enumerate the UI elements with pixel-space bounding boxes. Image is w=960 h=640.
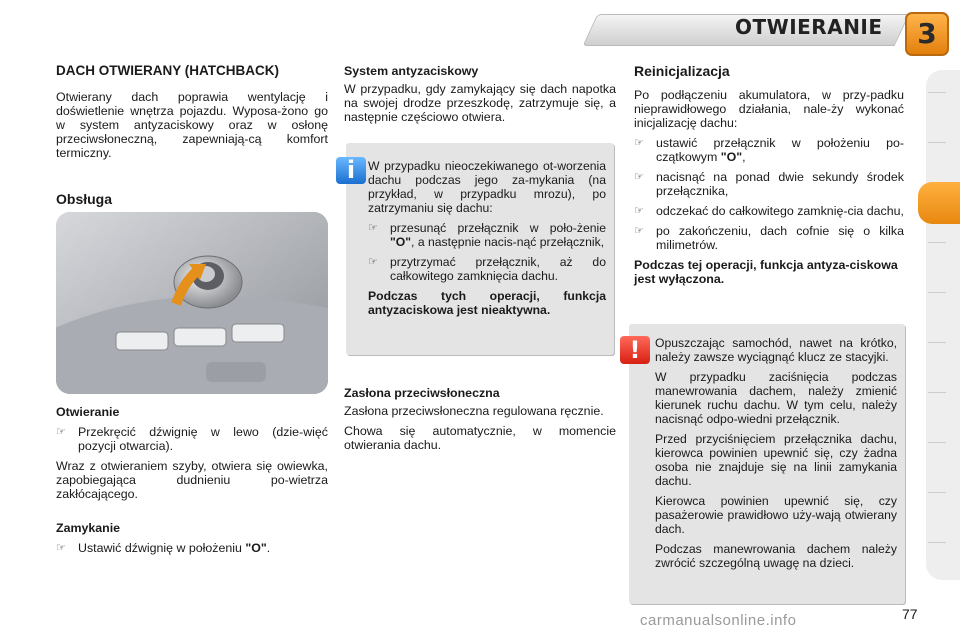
hand-pointer-icon: ☞ (56, 542, 66, 554)
warning-icon: ! (620, 336, 650, 364)
sunshade-paragraph: Chowa się automatycznie, w momencie otwierania dachu. (344, 424, 616, 452)
rail-tick (928, 292, 946, 293)
list-item: ☞ nacisnąć na ponad dwie sekundy środek przełącznika, (634, 170, 904, 198)
info-icon: i (336, 157, 366, 184)
info-bold-note: Podczas tych operacji, funkcja antyzaciskowa jest nieaktywna. (368, 289, 606, 317)
rail-tick (928, 142, 946, 143)
rail-tick (928, 92, 946, 93)
watermark: carmanualsonline.info (640, 612, 797, 629)
sunshade-title: Zasłona przeciwsłoneczna (344, 386, 500, 400)
opening-paragraph: Wraz z otwieraniem szyby, otwiera się owiewka, zapobiegająca dudnieniu po-wietrza zakłócającego. (56, 459, 328, 501)
list-item: ☞ ustawić przełącznik w położeniu po-czątkowym "O", (634, 136, 904, 164)
roof-panel-illustration (56, 212, 328, 394)
reinit-paragraph: Po podłączeniu akumulatora, w przy-padku nieprawidłowego działania, nale-ży wykonać inicjalizację dachu: (634, 88, 904, 130)
subsection-heading: Obsługa (56, 191, 113, 207)
opening-title: Otwieranie (56, 405, 120, 419)
list-item: ☞ Ustawić dźwignię w położeniu "O". (56, 541, 271, 555)
hand-pointer-icon: ☞ (634, 205, 644, 217)
rail-tick (928, 392, 946, 393)
chapter-tab-active[interactable] (918, 182, 960, 224)
rail-tick (928, 242, 946, 243)
rail-tick (928, 442, 946, 443)
warning-paragraph: W przypadku zaciśnięcia podczas manewrowania dachem, należy zmienić kierunek ruchu dachu. W tym celu, należy nacisnąć odpo-wiedni przełącznik. (655, 370, 897, 426)
list-item: ☞ przesunąć przełącznik w poło-żenie "O", a następnie nacis-nąć przełącznik, (368, 221, 606, 249)
reinit-heading: Reinicjalizacja (634, 63, 730, 79)
reinit-bold-note: Podczas tej operacji, funkcja antyza-ciskowa jest wyłączona. (634, 258, 898, 286)
hand-pointer-icon: ☞ (634, 225, 644, 237)
middle-column-lower (344, 386, 616, 458)
warning-paragraph: Podczas manewrowania dachem należy zwrócić szczególną uwagę na dzieci. (655, 542, 897, 570)
list-item: ☞ Przekręcić dźwignię w lewo (dzie-więć pozycji otwarcia). (56, 425, 328, 453)
chapter-header (560, 0, 960, 52)
hand-pointer-icon: ☞ (634, 171, 644, 183)
info-paragraph: W przypadku nieoczekiwanego ot-worzenia dachu podczas jego za-mykania (na przykład, w przypadku mrozu), po zatrzymaniu się dachu: (368, 159, 606, 215)
hand-pointer-icon: ☞ (56, 426, 66, 438)
warning-paragraph: Przed przyciśnięciem przełącznika dachu, kierowca powinien upewnić się, czy żadna osoba nie znajduje się na linii zamykania dachu. (655, 432, 897, 488)
section-heading: DACH OTWIERANY (HATCHBACK) (56, 63, 279, 78)
closing-title: Zamykanie (56, 521, 121, 535)
rail-tick (928, 542, 946, 543)
right-column (634, 64, 904, 286)
list-item: ☞ po zakończeniu, dach cofnie się o kilka milimetrów. (634, 224, 904, 252)
left-column (56, 64, 328, 206)
chapter-title: OTWIERANIE (735, 15, 883, 39)
hand-pointer-icon: ☞ (368, 256, 378, 268)
info-box (346, 143, 614, 355)
chapter-number-badge: 3 (905, 12, 949, 56)
chapter-tab-rail (926, 70, 960, 580)
list-item: ☞ przytrzymać przełącznik, aż do całkowitego zamknięcia dachu. (368, 255, 606, 283)
list-item: ☞ odczekać do całkowitego zamknię-cia dachu, (634, 204, 904, 218)
page-number: 77 (902, 606, 918, 622)
left-column-lower (56, 405, 328, 561)
hand-pointer-icon: ☞ (634, 137, 644, 149)
middle-column (344, 64, 616, 130)
hand-pointer-icon: ☞ (368, 222, 378, 234)
warning-paragraph: Opuszczając samochód, nawet na krótko, należy zawsze wyciągnąć klucz ze stacyjki. (655, 336, 897, 364)
anti-pinch-title: System antyzaciskowy (344, 64, 479, 78)
warning-box (629, 324, 905, 604)
rail-tick (928, 492, 946, 493)
intro-paragraph: Otwierany dach poprawia wentylację i doświetlenie wnętrza pojazdu. Wyposa-żono go w system antyzaciskowy oraz w osłonę przeciwsłoneczną, zapewniają-cą komfort termiczny. (56, 90, 328, 160)
rail-tick (928, 342, 946, 343)
sunroof-control-photo (56, 212, 328, 394)
anti-pinch-paragraph: W przypadku, gdy zamykający się dach napotka na swojej drodze przeszkodę, zatrzymuje się, a następnie częściowo otwiera. (344, 82, 616, 124)
warning-paragraph: Kierowca powinien upewnić się, czy pasażerowie prawidłowo uży-wają otwierany dach. (655, 494, 897, 536)
sunshade-paragraph: Zasłona przeciwsłoneczna regulowana ręcznie. (344, 404, 604, 418)
